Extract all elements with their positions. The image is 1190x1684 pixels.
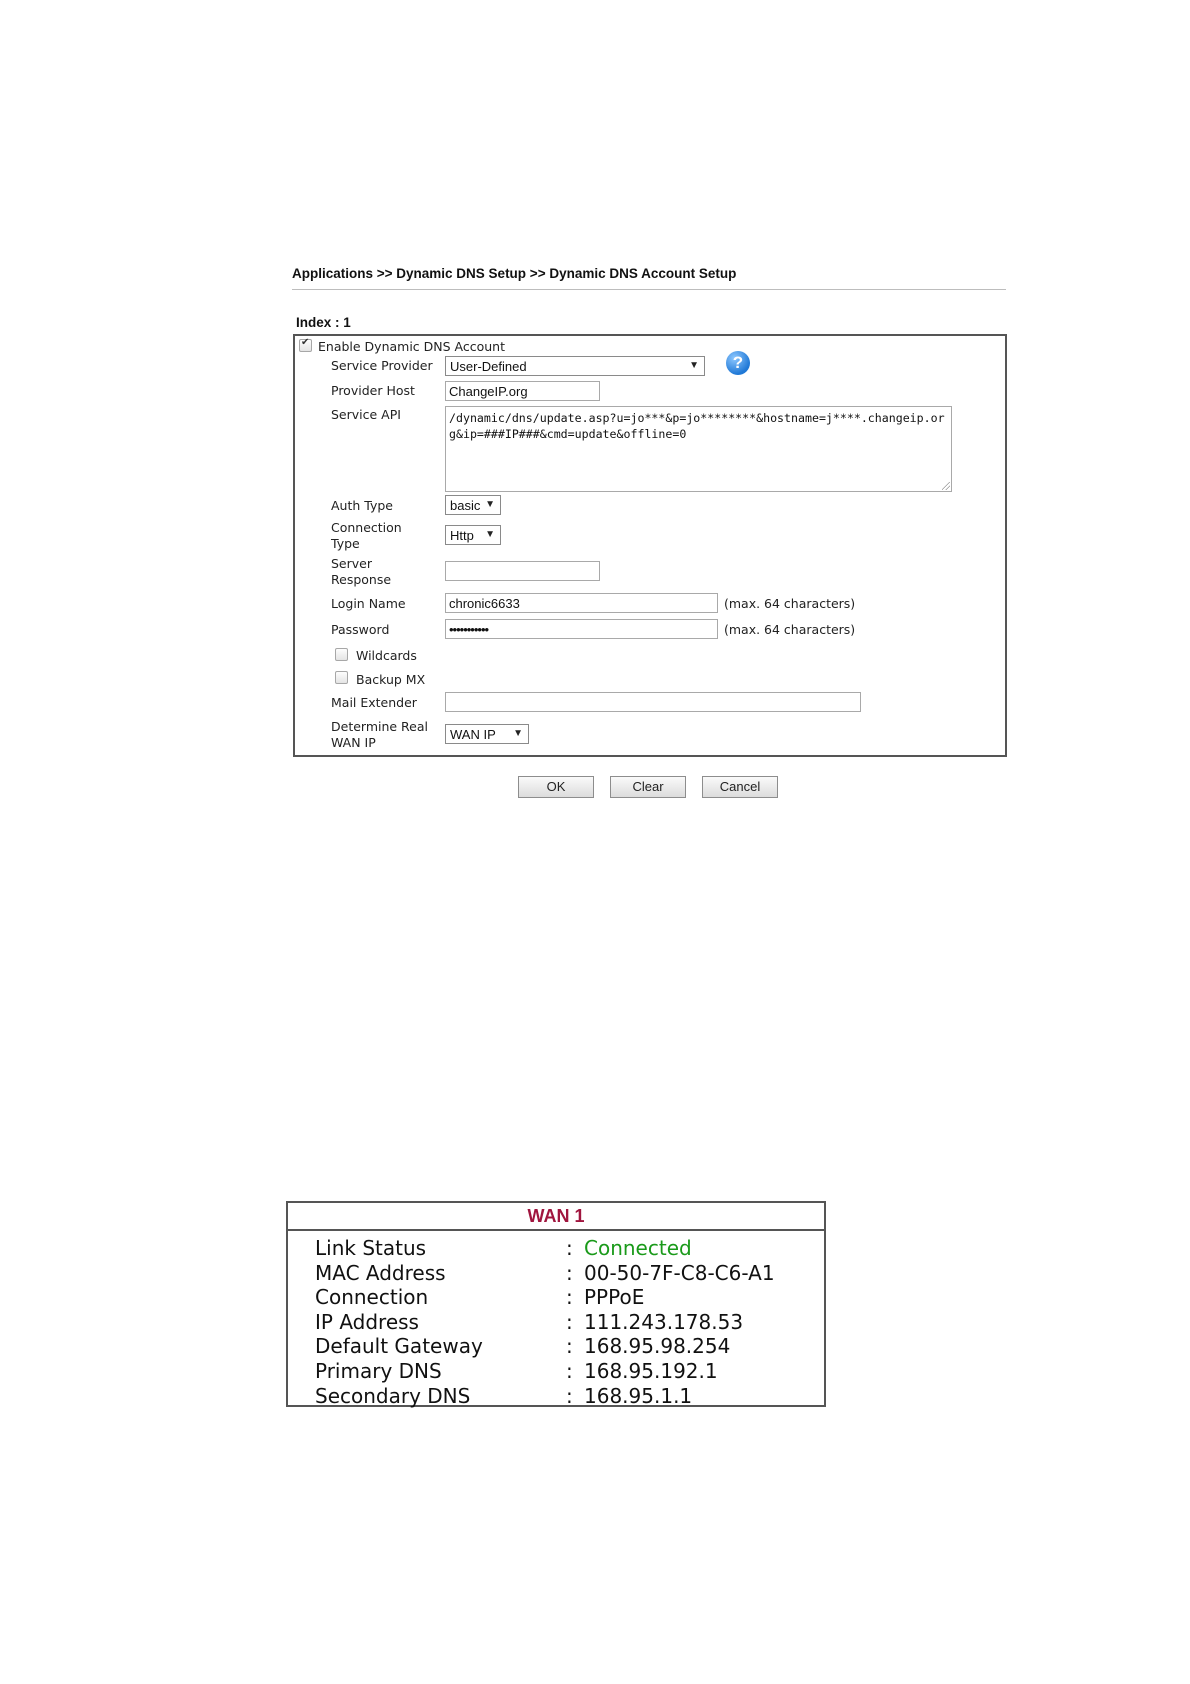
- enable-dns-checkbox[interactable]: [299, 339, 312, 352]
- wan-row-value: 168.95.192.1: [584, 1359, 718, 1383]
- password-label: Password: [331, 622, 390, 637]
- wan-row-mac-address: [315, 1261, 815, 1285]
- server-response-label-1: Server: [331, 556, 372, 571]
- connection-type-label-1: Connection: [331, 520, 402, 535]
- service-provider-value: User-Defined: [450, 359, 527, 374]
- backup-mx-label: Backup MX: [356, 672, 426, 687]
- service-provider-select[interactable]: [445, 356, 705, 376]
- wan-row-separator: :: [566, 1285, 573, 1310]
- wan-row-value: 168.95.1.1: [584, 1383, 693, 1408]
- breadcrumb-divider: [292, 289, 1006, 290]
- wan-row-key: Link Status: [315, 1236, 427, 1260]
- login-name-input[interactable]: chronic6633: [445, 593, 718, 613]
- connection-type-label-2: Type: [331, 536, 360, 551]
- ok-button[interactable]: OK: [518, 776, 594, 798]
- wan-row-separator: :: [566, 1236, 573, 1260]
- wan-status-panel: [286, 1201, 826, 1407]
- wan-row-secondary-dns: [315, 1384, 815, 1408]
- password-input[interactable]: •••••••••••: [445, 619, 718, 639]
- dropdown-arrow-icon: ▼: [689, 360, 699, 371]
- wan-row-separator: :: [566, 1334, 573, 1359]
- mail-extender-label: Mail Extender: [331, 695, 417, 710]
- login-name-hint: (max. 64 characters): [724, 596, 856, 611]
- wan-title: WAN 1: [288, 1203, 824, 1231]
- dropdown-arrow-icon: ▼: [485, 499, 495, 510]
- dropdown-arrow-icon: ▼: [485, 529, 495, 540]
- wan-row-value: 111.243.178.53: [584, 1309, 744, 1334]
- provider-host-label: Provider Host: [331, 383, 415, 398]
- provider-host-input[interactable]: ChangeIP.org: [445, 381, 600, 401]
- service-api-value: /dynamic/dns/update.asp?u=jo***&p=jo********&hostname=j****.changeip.org&ip=###IP###&cmd=update&offline=0: [449, 411, 945, 441]
- auth-type-value: basic: [450, 498, 481, 513]
- wan-row-ip-address: [315, 1310, 815, 1334]
- determine-wan-ip-label-1: Determine Real: [331, 719, 429, 734]
- wan-row-value: PPPoE: [584, 1285, 645, 1310]
- wan-row-separator: :: [566, 1359, 573, 1383]
- service-api-textarea[interactable]: [445, 406, 952, 492]
- connection-type-select[interactable]: [445, 525, 501, 545]
- clear-button[interactable]: Clear: [610, 776, 686, 798]
- index-label: Index : 1: [296, 315, 351, 330]
- password-hint: (max. 64 characters): [724, 622, 856, 637]
- wan-row-key: MAC Address: [315, 1260, 446, 1285]
- wan-row-link-status: [315, 1236, 815, 1260]
- wan-row-key: Primary DNS: [315, 1359, 442, 1383]
- help-icon[interactable]: ?: [726, 351, 750, 375]
- wan-row-separator: :: [566, 1383, 573, 1408]
- connection-type-value: Http: [450, 528, 474, 543]
- wan-row-connection: [315, 1285, 815, 1309]
- service-provider-label: Service Provider: [331, 358, 433, 373]
- cancel-button[interactable]: Cancel: [702, 776, 778, 798]
- service-api-label: Service API: [331, 407, 401, 422]
- wan-row-primary-dns: [315, 1359, 815, 1383]
- auth-type-select[interactable]: [445, 495, 501, 515]
- mail-extender-input[interactable]: [445, 692, 861, 712]
- determine-wan-ip-select[interactable]: [445, 724, 529, 744]
- wan-row-separator: :: [566, 1309, 573, 1334]
- wan-row-separator: :: [566, 1260, 573, 1285]
- wan-row-value: 168.95.98.254: [584, 1334, 731, 1359]
- wan-row-key: Connection: [315, 1285, 429, 1310]
- auth-type-label: Auth Type: [331, 498, 393, 513]
- wan-row-default-gateway: [315, 1334, 815, 1358]
- wan-row-key: IP Address: [315, 1309, 419, 1334]
- wan-row-key: Secondary DNS: [315, 1383, 471, 1408]
- dropdown-arrow-icon: ▼: [513, 728, 523, 739]
- wildcards-checkbox[interactable]: [335, 648, 348, 661]
- enable-dns-label: Enable Dynamic DNS Account: [318, 339, 506, 354]
- wildcards-label: Wildcards: [356, 648, 417, 663]
- server-response-label-2: Response: [331, 572, 392, 587]
- wan-row-key: Default Gateway: [315, 1334, 483, 1359]
- resize-grip-icon[interactable]: [942, 482, 950, 490]
- breadcrumb: Applications >> Dynamic DNS Setup >> Dynamic DNS Account Setup: [292, 266, 737, 281]
- wan-row-value: Connected: [584, 1236, 692, 1260]
- backup-mx-checkbox[interactable]: [335, 671, 348, 684]
- login-name-label: Login Name: [331, 596, 406, 611]
- wan-row-value: 00-50-7F-C8-C6-A1: [584, 1260, 775, 1285]
- determine-wan-ip-label-2: WAN IP: [331, 735, 376, 750]
- determine-wan-ip-value: WAN IP: [450, 727, 496, 742]
- server-response-field: [445, 561, 600, 581]
